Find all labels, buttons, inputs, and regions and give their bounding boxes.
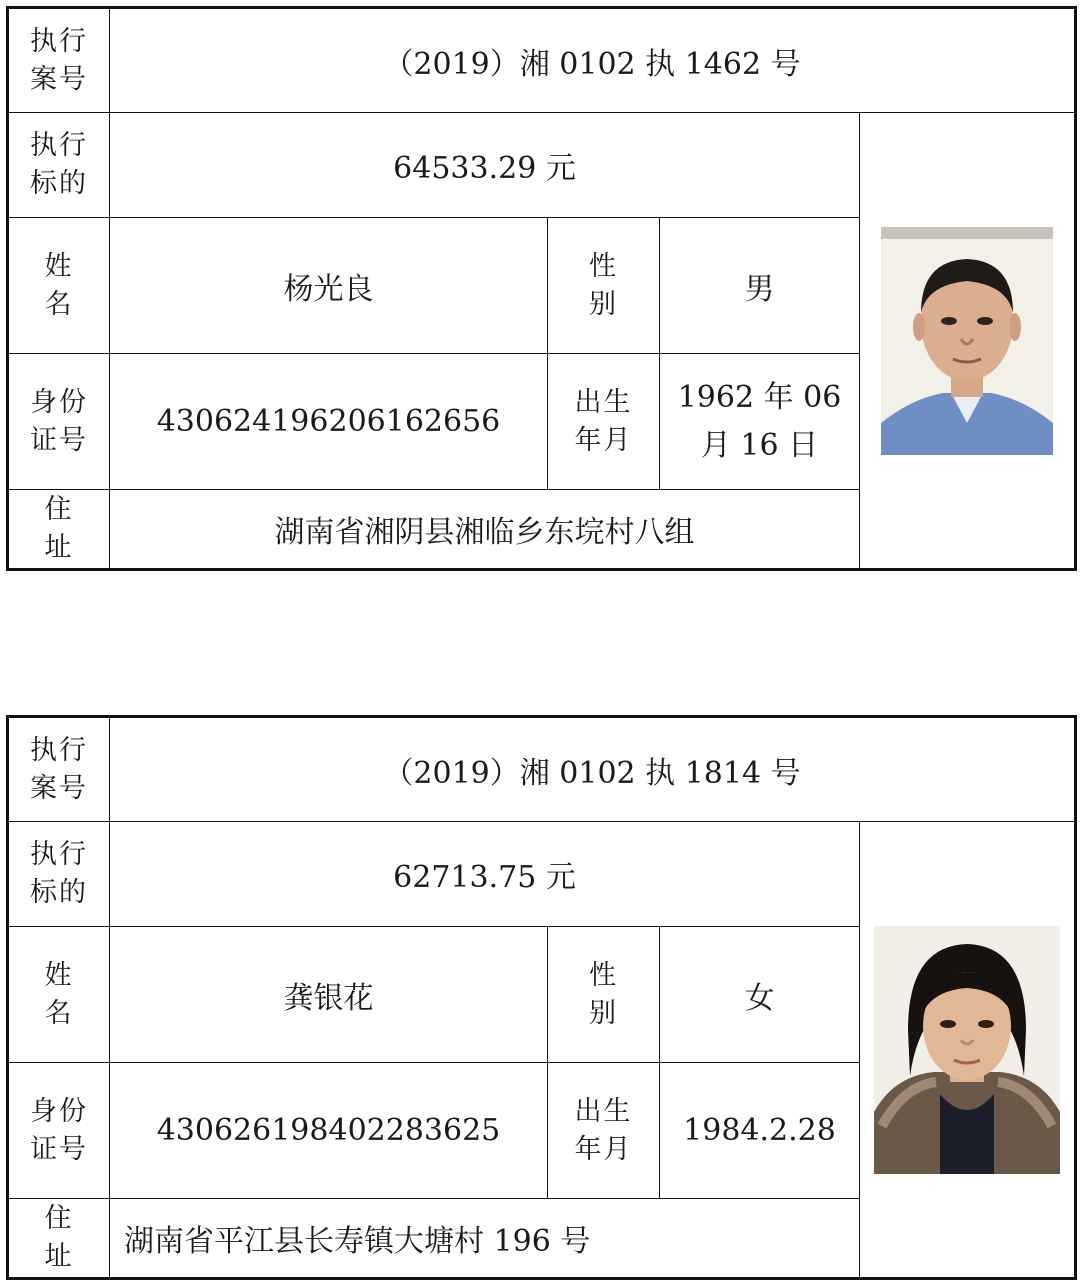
- portrait-photo: [881, 227, 1053, 455]
- address-label: 住 址: [8, 1199, 110, 1279]
- male-portrait-icon: [881, 227, 1053, 455]
- birth-label: 出生 年月: [548, 1063, 660, 1199]
- gender-label: 性 别: [548, 218, 660, 354]
- amount-value: 64533.29 元: [110, 113, 860, 218]
- case-no-value: （2019）湘 0102 执 1462 号: [110, 8, 1076, 113]
- case-no-value: （2019）湘 0102 执 1814 号: [110, 717, 1076, 822]
- record-card-2: [6, 715, 1077, 1280]
- name-value: 龚银花: [110, 927, 548, 1063]
- name-label: 姓 名: [8, 927, 110, 1063]
- birth-label: 出生 年月: [548, 354, 660, 490]
- portrait-photo: [874, 926, 1060, 1174]
- address-value: 湖南省湘阴县湘临乡东垸村八组: [110, 490, 860, 570]
- address-value: 湖南省平江县长寿镇大塘村 196 号: [110, 1199, 860, 1279]
- id-no-label: 身份 证号: [8, 1063, 110, 1199]
- address-label: 住 址: [8, 490, 110, 570]
- photo-cell: [860, 822, 1076, 1279]
- amount-value: 62713.75 元: [110, 822, 860, 927]
- gender-label: 性 别: [548, 927, 660, 1063]
- id-no-value: 430626198402283625: [110, 1063, 548, 1199]
- amount-label: 执行 标的: [8, 113, 110, 218]
- name-value: 杨光良: [110, 218, 548, 354]
- birth-value: 1984.2.28: [660, 1063, 860, 1199]
- name-label: 姓 名: [8, 218, 110, 354]
- id-no-label: 身份 证号: [8, 354, 110, 490]
- gender-value: 女: [660, 927, 860, 1063]
- photo-cell: [860, 113, 1076, 570]
- birth-value: 1962 年 06 月 16 日: [660, 354, 860, 490]
- amount-label: 执行 标的: [8, 822, 110, 927]
- case-no-label: 执行 案号: [8, 8, 110, 113]
- record-card-1: [6, 6, 1077, 571]
- gender-value: 男: [660, 218, 860, 354]
- female-portrait-icon: [874, 926, 1060, 1174]
- id-no-value: 430624196206162656: [110, 354, 548, 490]
- case-no-label: 执行 案号: [8, 717, 110, 822]
